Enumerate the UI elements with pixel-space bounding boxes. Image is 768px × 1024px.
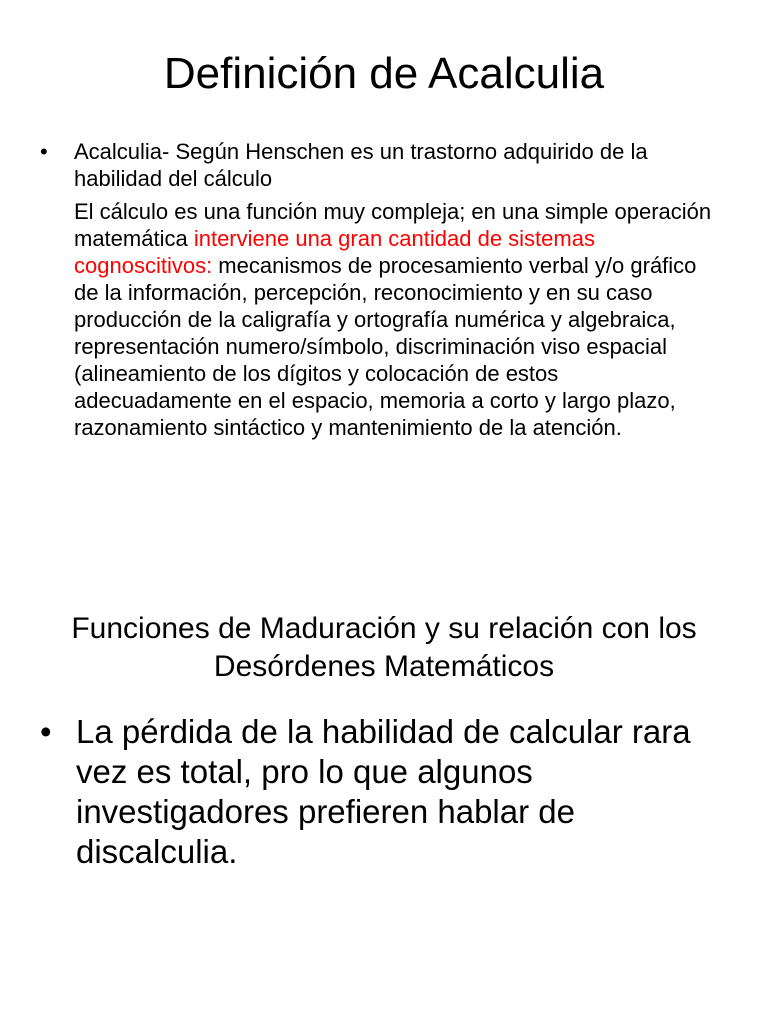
- slide-title: Definición de Acalculia: [163, 49, 605, 98]
- bullet-icon: •: [40, 713, 52, 750]
- bullet-icon: •: [40, 139, 48, 164]
- paragraph-highlight: interviene una gran cantidad de sistemas cognoscitivos:: [74, 226, 595, 278]
- paragraph-intro: El cálculo es una función muy compleja; en una simple operación matemática: [74, 199, 712, 251]
- bullet-text: La pérdida de la habilidad de calcular rara vez es total, pro lo que algunos investigadores prefieren hablar de discalculia.: [76, 713, 691, 870]
- paragraph-rest: mecanismos de procesamiento verbal y/o gráfico de la información, percepción, reconocimiento y en su caso producción de la caligrafía y ortografía numérica y algebraica, representación numero/símbolo, discriminación viso espacial (alineamiento de los dígitos y colocación de estos adecuadamente en el espacio, memoria a corto y largo plazo, razonamiento sintáctico y mantenimiento de la atención.: [74, 253, 697, 440]
- slide-body: [40, 138, 720, 441]
- bullet-item: [40, 138, 720, 192]
- slide-body: [40, 712, 730, 872]
- slide-title: Funciones de Maduración y su relación con los Desórdenes Matemáticos: [71, 612, 697, 683]
- bullet-text: Acalculia- Según Henschen es un trastorno adquirido de la habilidad del cálculo: [74, 139, 648, 191]
- slide-funciones-maduracion: [0, 600, 768, 1024]
- bullet-paragraph: [74, 198, 720, 441]
- bullet-item: [40, 712, 730, 872]
